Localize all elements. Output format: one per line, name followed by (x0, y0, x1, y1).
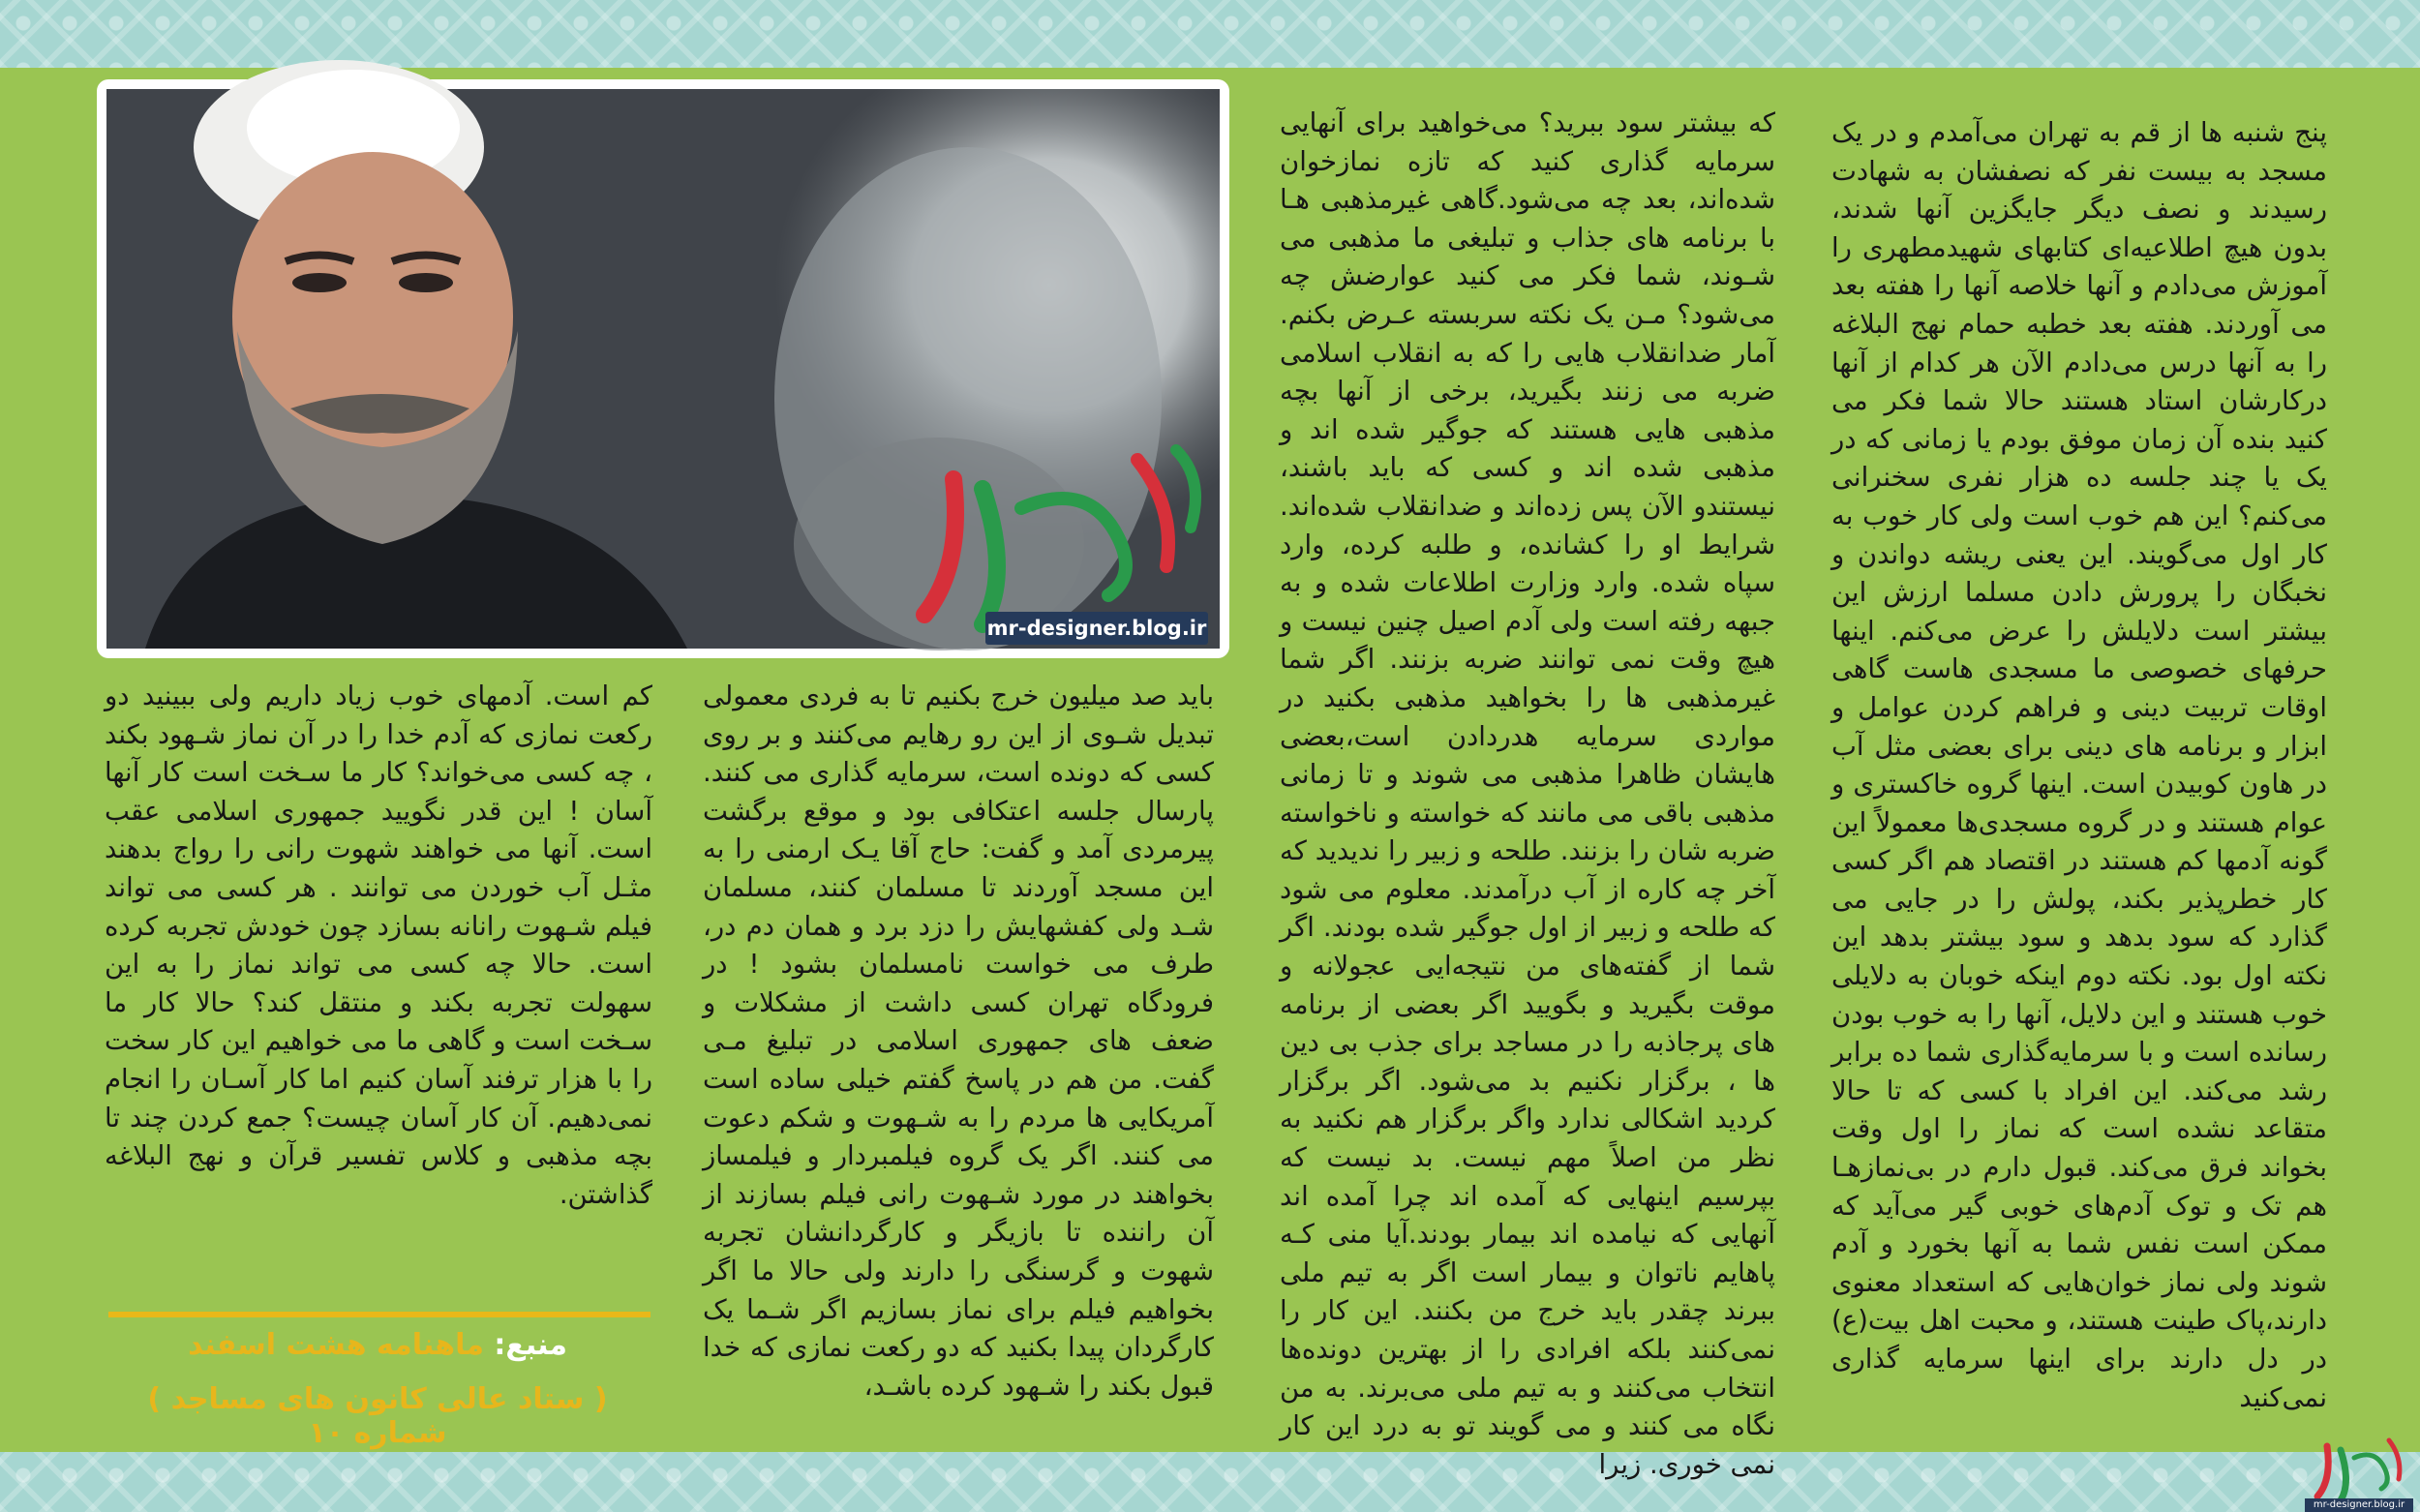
top-pattern-band (0, 0, 2420, 68)
article-column-4 (105, 678, 652, 1297)
article-column-3 (703, 678, 1214, 1442)
source-publication: ماهنامه هشت اسفند (188, 1328, 484, 1362)
corner-logo (2308, 1427, 2410, 1504)
article-column-2-text: که بیشتر سود ببرید؟ می‌خواهید برای آنهایی سرمایه گذاری کنید که تازه نمازخوان شده‌اند، بعد چه می‌شود.گاهی غیرمذهبی هـا با برنامه های جذاب و تبلیغی ما مذهبی می شـوند، شما فکر می کنید عوارضش چه می‌شود؟ مـن یک نکته سربسته عـرض بکنم. آمار ضدانقلاب هایی را که به انقلاب اسلامی ضربه می زنند بگیرید، برخی از آنها بچه مذهبی هایی هستند که جوگیر شده اند و مذهبی شده اند و کسی که باید باشند، نیستندو الآن پس زده‌اند و ضدانقلاب شده‌اند. شرایط او را کشانده، و طلبه کرده، وارد سپاه شده. وارد وزارت اطلاعات شده و به جبهه رفته است ولی آدم اصیل چنین نیست و هیچ وقت نمی توانند ضربه بزنند. اگر شما غیرمذهبی ها را بخواهید مذهبی بکنید در مواردی سرمایه هدردادن است،بعضی هایشان ظاهرا مذهبی می شوند و تا زمانی مذهبی باقی می مانند که خواسته و ناخواسته ضربه شان را بزنند. طلحه و زبیر را ندیدید که آخر چه کاره از آب درآمدند. معلوم می شود که طلحه و زبیر از اول جوگیر شده بودند. اگر شما از گفته‌های من نتیجه‌ایی عجولانه و موقت بگیرید و بگویید اگر بعضی از برنامه های پرجاذبه را در مساجد برای جذب بی دین ها ، برگزار نکنیم بد می‌شود. اگر برگزار کردید اشکالی ندارد واگر برگزار هم نکنید به نظر من اصلاً مهم نیست. بد نیست که بپرسیم اینهایی که آمده اند چرا آمده اند آنهایی که نیامده اند بیمار بودند.آیا منی کـه پاهایم ناتوان و بیمار است اگر به تیم ملی ببرند چقدر باید خرج من بکنند. این کار را نمی‌کنند بلکه افرادی را از بهترین دونده‌ها انتخاب می‌کنند و به تیم ملی می‌برند. به من نگاه می کنند و می گویند تو به درد این کار نمی خوری. زیرا (1280, 107, 1775, 1480)
source-label: منبع: (494, 1328, 567, 1362)
designer-logo (895, 421, 1225, 644)
article-column-2 (1280, 105, 1775, 1480)
article-column-4-text: کم است. آدمهای خوب زیاد داریم ولی ببینید دو رکعت نمازی که آدم خدا را در آن نماز شـهود بکند ، چه کسی می‌خواند؟ کار ما سـخت است کار آنها آسان ! این قدر نگویید جمهوری اسلامی عقب است. آنها می خواهند شهوت رانی را رواج بدهند مثـل آب خوردن می توانند . هر کسی می تواند فیلم شـهوت رانانه بسازد چون خودش تجربه کرده است. حالا چه کسی می تواند نماز را به این سهولت تجربه بکند و منتقل کند؟ حالا کار ما سـخت است و گاهی ما می خواهیم این کار سخت را با هزار ترفند آسان کنیم اما کار آسـان را انجام نمی‌دهیم. آن کار آسان چیست؟ جمع کردن چند تا بچه مذهبی و کلاس تفسیر قرآن و نهج البلاغه گذاشتن. (105, 680, 652, 1210)
article-column-3-text: باید صد میلیون خرج بکنیم تا به فردی معمولی تبدیل شـوی از این رو رهایم می‌کنند و بر روی کسی که دونده است، سرمایه گذاری می کنند. پارسال جلسه اعتکافی بود و موقع برگشت پیرمردی آمد و گفت: حاج آقا یـک ارمنی را به این مسجد آوردند تا مسلمان کنند، مسلمان شـد ولی کفشهایش را دزد برد و همان دم در، طرف می خواست نامسلمان بشود ! در فرودگاه تهران کسی داشت از مشکلات و ضعف های جمهوری اسلامی در تبلیغ مـی گفت. من هم در پاسخ گفتم خیلی ساده است آمریکایی ها مردم را به شـهوت و شکم دعوت می کنند. اگر یک گروه فیلمبردار و فیلمساز بخواهند در مورد شـهوت رانی فیلم بسازند از آن راننده تا بازیگر و کارگردانشان تجربه شهوت و گرسنگی را دارند ولی حالا ما اگر بخواهیم فیلم برای نماز بسازیم اگر شـما یک کارگردان پیدا بکنید که دو رکعت نمازی که خدا قبول بکند را شـهود کرده باشـد، (703, 680, 1214, 1402)
article-column-1-text: پنج شنبه ها از قم به تهران می‌آمدم و در یک مسجد به بیست نفر که نصفشان به شهادت رسیدند و نصف دیگر جایگزین آنها شدند، بدون هیچ اطلاعیه‌ای کتابهای شهیدمطهری را آموزش می‌دادم و آنها خلاصه آنها را هفته بعد می آوردند. هفته بعد خطبه حمام نهج البلاغه را به آنها درس می‌دادم الآن هر کدام از آنها درکارشان استاد هستند حالا شما فکر می کنید بنده آن زمان موفق بودم یا زمانی که در یک یا چند جلسه ده هزار نفری سخنرانی می‌کنم؟ این هم خوب است ولی کار خوب به کار اول می‌گویند. این یعنی ریشه دواندن و نخبگان را پرورش دادن مسلما ارزش این بیشتر است دلایلش را عرض می‌کنم. اینها حرفهای خصوصی ما مسجدی هاست گاهی اوقات تربیت دینی و فراهم کردن عوامل و ابزار و برنامه های دینی برای بعضی مثل آب در هاون کوبیدن است. اینها گروه خاکستری و عوام هستند و در گروه مسجدی‌ها معمولاً این گونه آدمها کم هستند در اقتصاد هم اگر کسی کار خطرپذیر بکند، پولش را در جایی می گذارد که سود بدهد و سود بیشتر بدهد این نکته اول بود. نکته دوم اینکه خوبان به دلایلی خوب هستند و این دلایل، آنها را به خوب بودن رسانده است و با سرمایه‌گذاری شما ده برابر رشد می‌کند. این افراد با کسی که تا حالا متقاعد نشده است که نماز را اول وقت بخواند فرق می‌کند. قبول دارم در بی‌نمازهـا هم تک و توک آدم‌های خوبی گیر می‌آید که ممکن است نفس شما به آنها بخورد و آدم شوند ولی نماز خوان‌هایی که استعداد معنوی دارند،پاک طینت هستند، و محبت اهل بیت(ع) در دل دارند برای اینها سرمایه گذاری نمی‌کنید (1831, 117, 2327, 1413)
corner-watermark-url: mr-designer.blog.ir (2305, 1498, 2413, 1512)
bottom-pattern-band (0, 1452, 2420, 1512)
source-organization-line (97, 1382, 658, 1450)
article-column-1 (1831, 114, 2327, 1442)
watermark-url: mr-designer.blog.ir (985, 612, 1208, 645)
source-divider (108, 1312, 650, 1317)
source-line (97, 1328, 658, 1362)
source-organization: ( ستاد عالی کانون های مساجد ) شماره ۱۰ (147, 1382, 608, 1450)
